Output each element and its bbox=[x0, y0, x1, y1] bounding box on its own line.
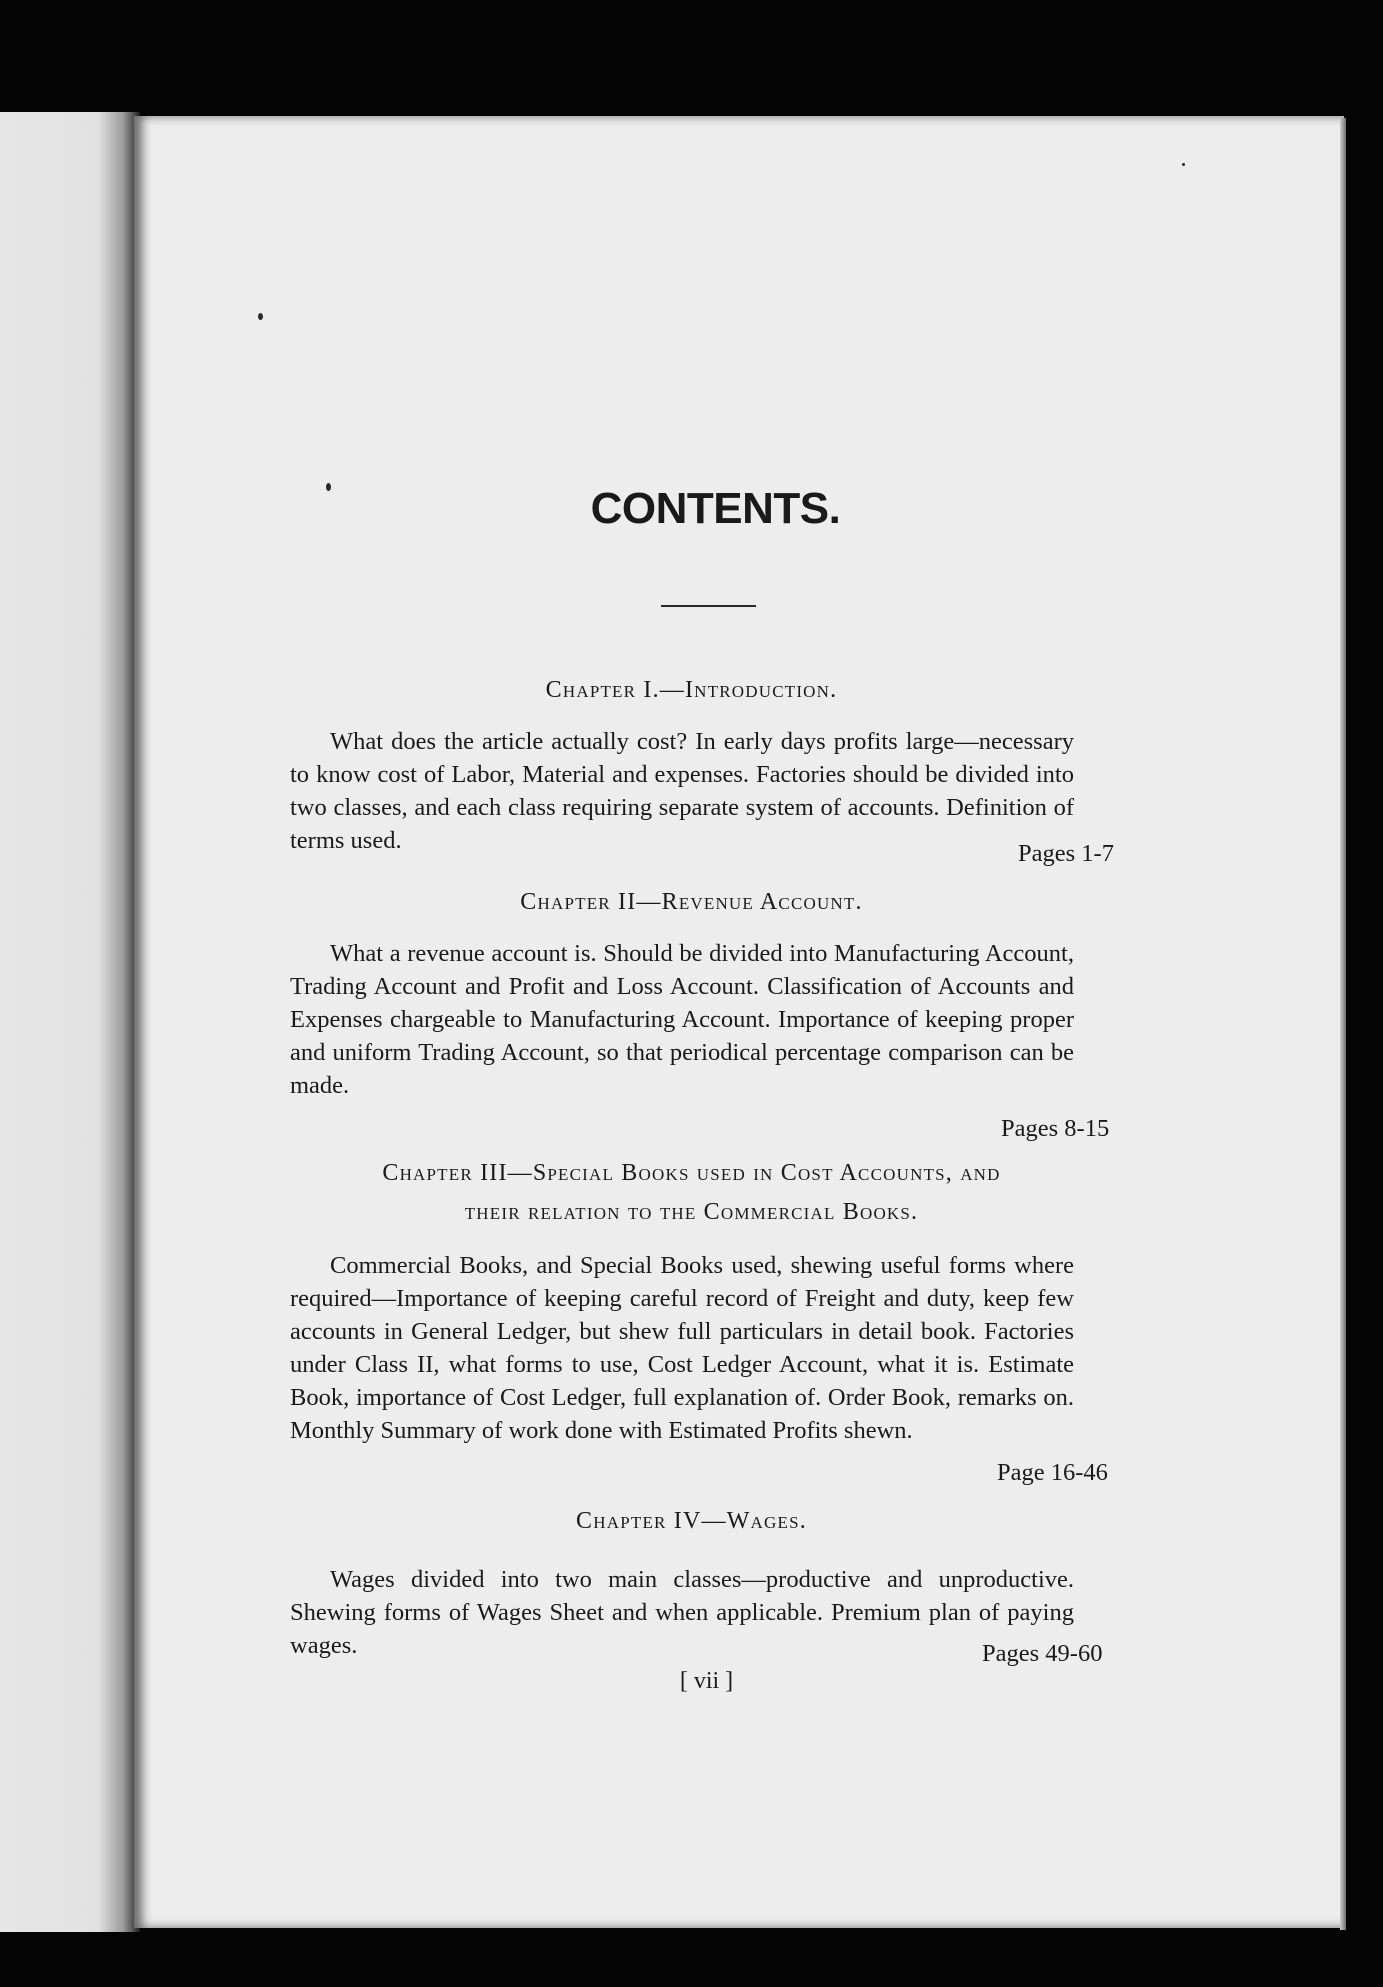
ink-speck bbox=[258, 313, 263, 320]
chapter-3-heading-line-2: their relation to the Commercial Books. bbox=[464, 1199, 919, 1225]
page-title bbox=[0, 484, 1383, 534]
chapter-3-heading-line-1: Chapter III—Special Books used in Cost Accounts, and bbox=[382, 1160, 1001, 1186]
chapter-1-pages: Pages 1-7 bbox=[1018, 840, 1114, 867]
title-rule bbox=[661, 605, 756, 607]
chapter-1-summary: What does the article actually cost? In early days profits large—necessary to know cost of Labor, Material and expenses. Factories should be divided into two classes, and each class requiring separate system of accounts. Definition of terms used. bbox=[290, 728, 1074, 854]
ink-speck bbox=[1182, 163, 1185, 166]
chapter-4-summary: Wages divided into two main classes—productive and unproductive. Shewing forms of Wages Sheet and when applicable. Premium plan of paying wages. bbox=[290, 1566, 1074, 1659]
chapter-2-heading: Chapter II—Revenue Account. bbox=[520, 889, 863, 915]
chapter-1-heading: Chapter I.—Introduction. bbox=[545, 677, 838, 703]
chapter-3-summary: Commercial Books, and Special Books used, shewing useful forms where required—Importance of keeping careful record of Freight and duty, keep few accounts in General Ledger, but shew full particulars in detail book. Factories under Class II, what forms to use, Cost Ledger Account, what it is. Estimate Book, importance of Cost Ledger, full explanation of. Order Book, remarks on. Monthly Summary of work done with Estimated Profits shewn. bbox=[290, 1252, 1074, 1444]
page-edge bbox=[1340, 118, 1346, 1930]
page-number bbox=[0, 1668, 1383, 1695]
facing-page-edge bbox=[0, 112, 140, 1932]
page-title-text: CONTENTS. bbox=[590, 484, 841, 533]
chapter-3-pages: Page 16-46 bbox=[997, 1459, 1108, 1486]
chapter-2-summary: What a revenue account is. Should be divided into Manufacturing Account, Trading Account and Profit and Loss Account. Classification of Accounts and Expenses chargeable to Manufacturing Account. Importance of keeping proper and uniform Trading Account, so that periodical percentage comparison can be made. bbox=[290, 940, 1074, 1099]
page-number-text: [ vii ] bbox=[679, 1668, 734, 1694]
chapter-4-pages: Pages 49-60 bbox=[982, 1640, 1103, 1667]
chapter-2-pages: Pages 8-15 bbox=[1001, 1115, 1110, 1142]
chapter-4-heading: Chapter IV—Wages. bbox=[576, 1508, 807, 1534]
